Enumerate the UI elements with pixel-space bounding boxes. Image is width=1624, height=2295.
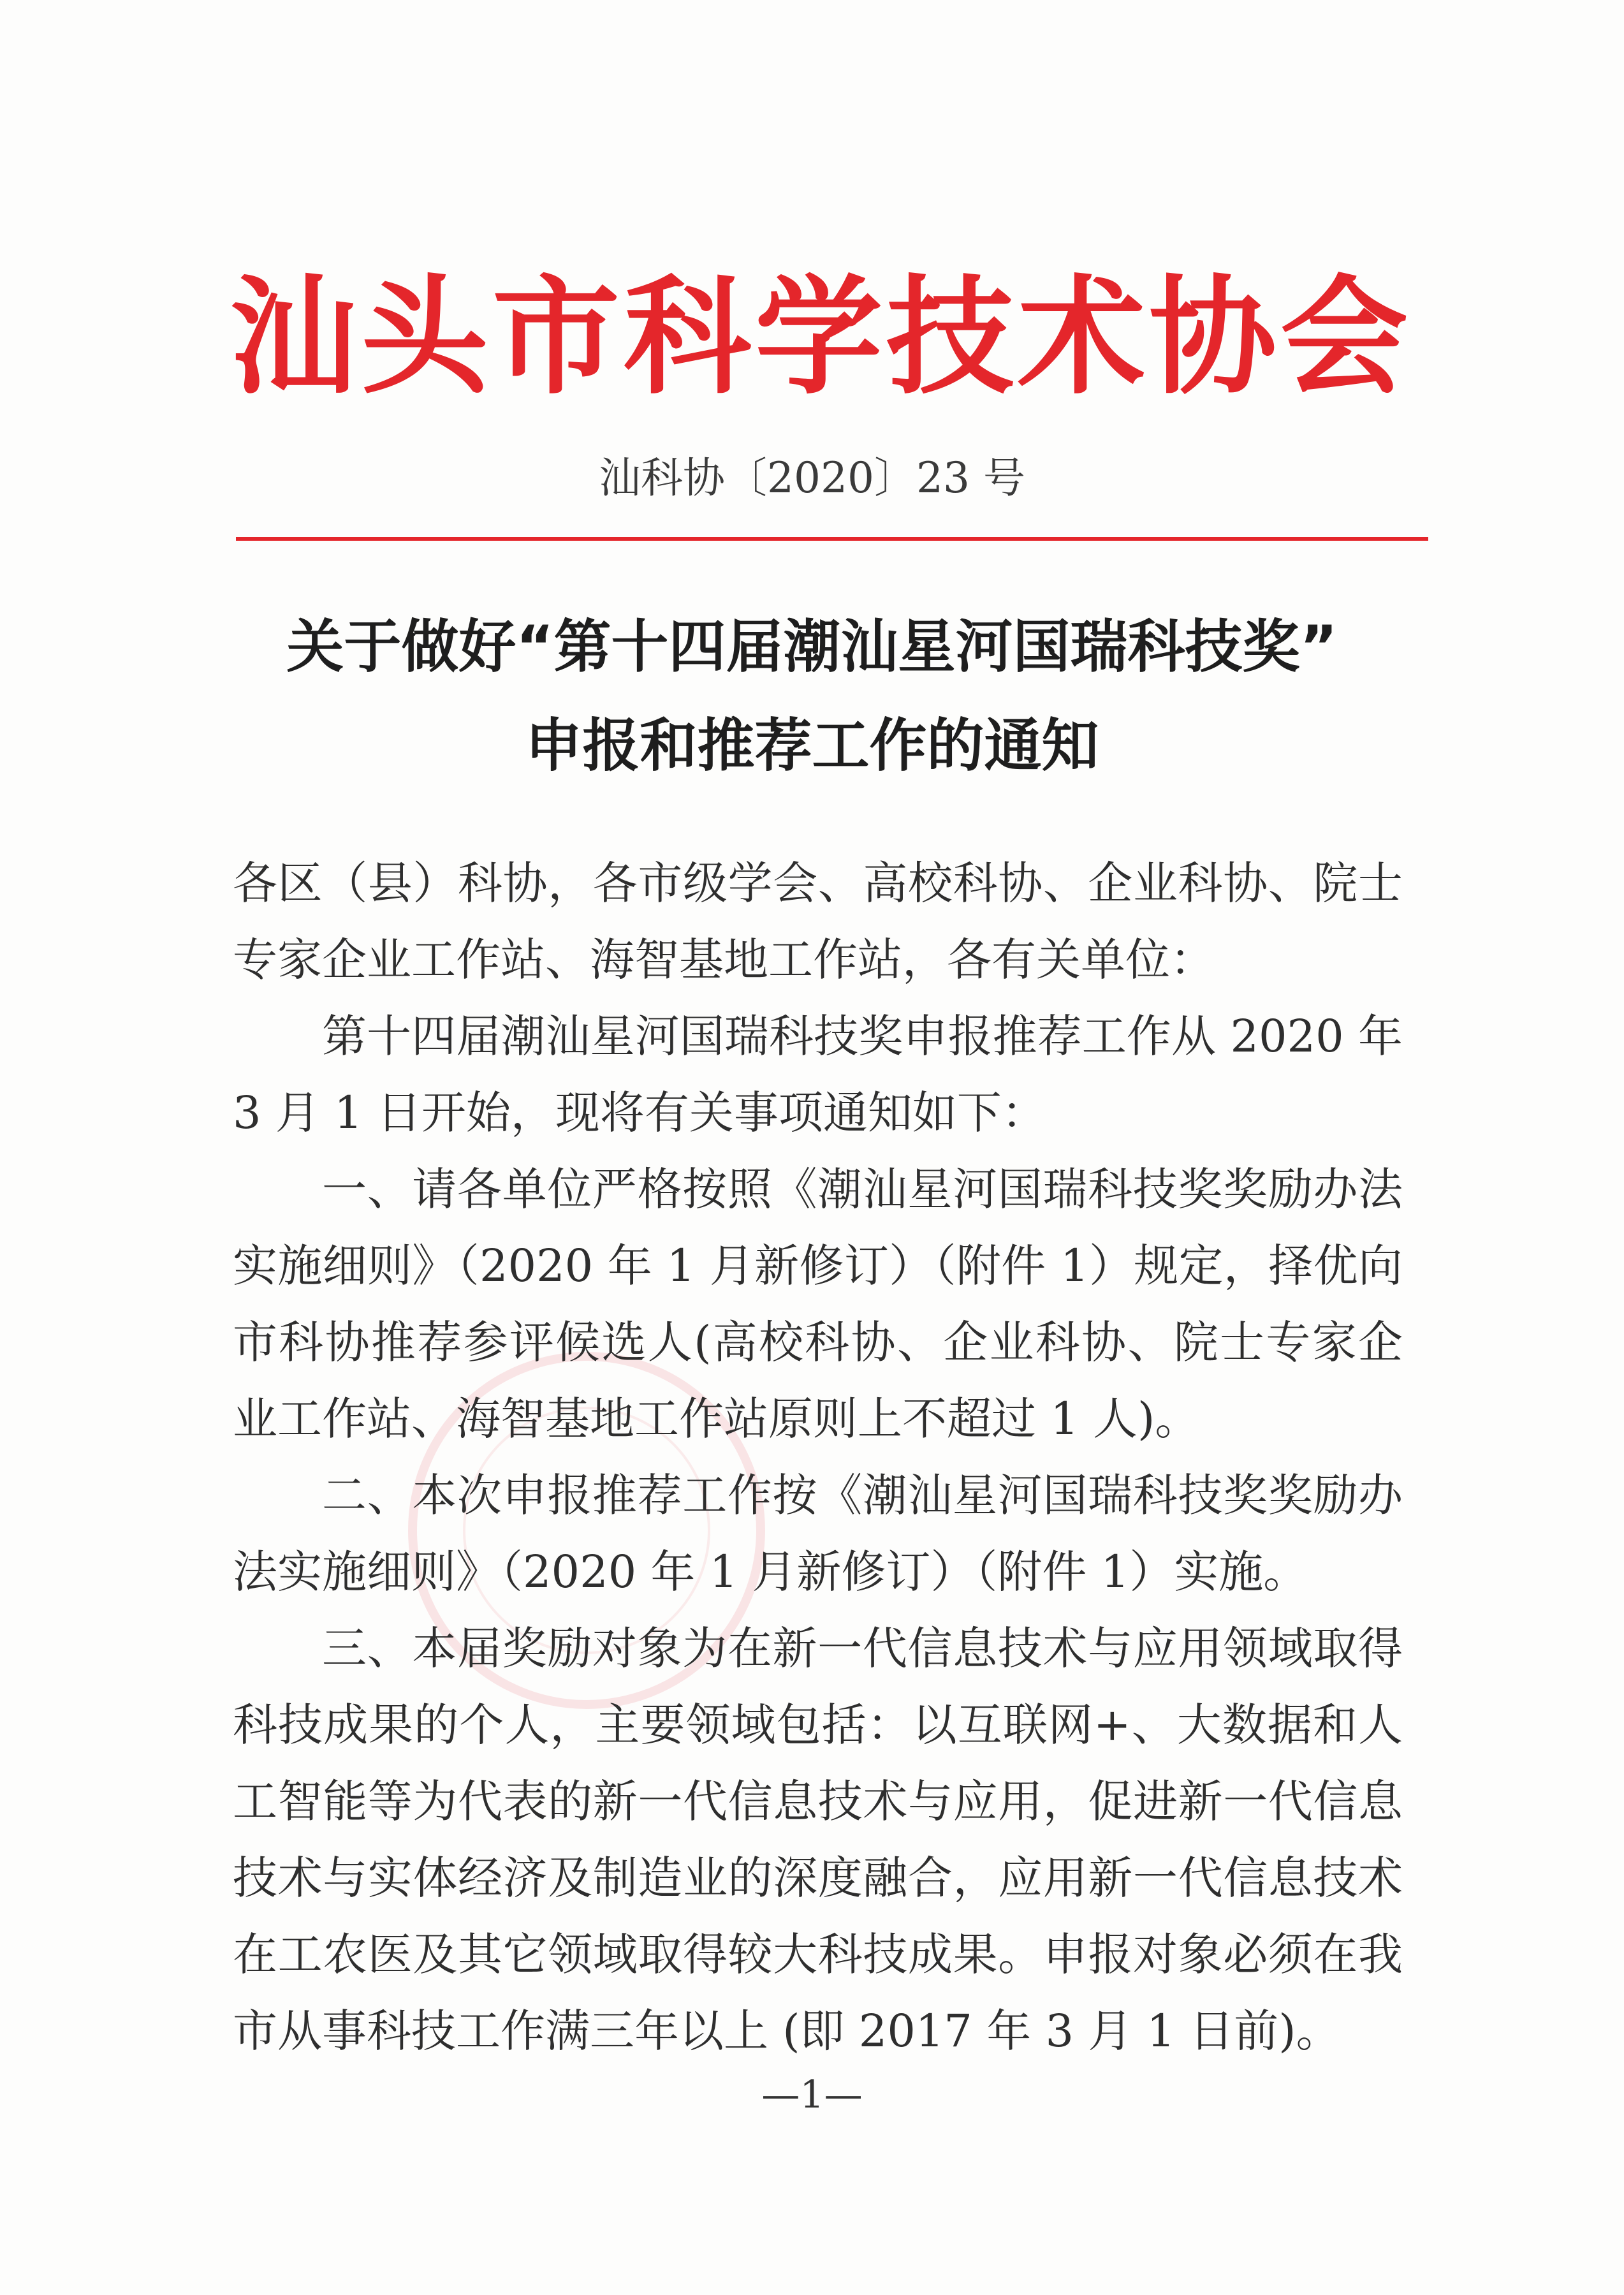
item-3-paragraph: 三、本届奖励对象为在新一代信息技术与应用领域取得科技成果的个人，主要领域包括：以互联网+、大数据和人工智能等为代表的新一代信息技术与应用，促进新一代信息技术与实体经济及制造业的深度融合，应用新一代信息技术在工农医及其它领域取得较大科技成果。申报对象必须在我市从事科技工作满三年以上 (即 2017 年 3 月 1 日前)。 bbox=[233, 1622, 1403, 2057]
intro-paragraph: 第十四届潮汕星河国瑞科技奖申报推荐工作从 2020 年 3 月 1 日开始，现将有关事项通知如下： bbox=[233, 1010, 1403, 1139]
page-number: —1— bbox=[761, 2072, 863, 2117]
item-2-paragraph: 二、本次申报推荐工作按《潮汕星河国瑞科技奖奖励办法实施细则》（2020 年 1 月新修订）（附件 1）实施。 bbox=[233, 1469, 1403, 1598]
notice-title-line-2: 申报和推荐工作的通知 bbox=[525, 712, 1099, 779]
document-number: 汕科协〔2020〕23 号 bbox=[599, 453, 1025, 502]
notice-title-line-1: 关于做好“第十四届潮汕星河国瑞科技奖” bbox=[286, 613, 1338, 680]
salutation-paragraph: 各区（县）科协，各市级学会、高校科协、企业科协、院士专家企业工作站、海智基地工作站，各有关单位： bbox=[233, 857, 1403, 986]
letterhead-red-rule bbox=[236, 537, 1428, 541]
item-1-paragraph: 一、请各单位严格按照《潮汕星河国瑞科技奖奖励办法实施细则》（2020 年 1 月新修订）（附件 1）规定，择优向市科协推荐参评候选人(高校科协、企业科协、院士专家企业工作站、海智基地工作站原则上不超过 1 人)。 bbox=[233, 1163, 1403, 1445]
notice-body bbox=[233, 845, 1403, 2069]
letterhead-organization: 汕头市科学技术协会 bbox=[230, 263, 1412, 412]
